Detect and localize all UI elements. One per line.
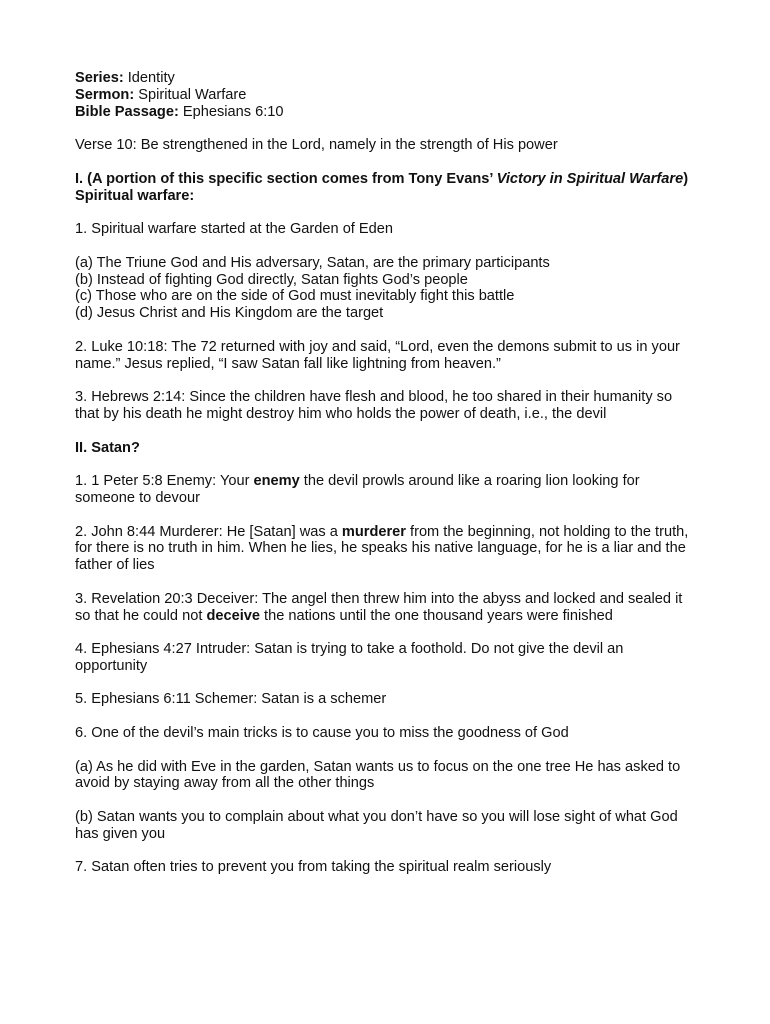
text-run: 3. Revelation 20:3 Deceiver: The angel then threw him into the abyss and locked and sealed it so that he could not — [75, 590, 683, 624]
passage-line — [75, 104, 690, 121]
sublist-item-b: (b) Instead of fighting God directly, Satan fights God’s people — [75, 271, 468, 288]
sublist-item-a: (a) The Triune God and His adversary, Satan, are the primary participants — [75, 254, 550, 271]
section-2-point-2 — [75, 524, 690, 574]
section-1-subheading: Spiritual warfare: — [75, 187, 195, 204]
section-2-point-4: 4. Ephesians 4:27 Intruder: Satan is trying to take a foothold. Do not give the devil an opportunity — [75, 641, 624, 674]
section-2-heading: II. Satan? — [75, 439, 140, 456]
emphasis-murderer: murderer — [341, 523, 406, 540]
section-1-sublist — [75, 255, 690, 322]
section-1-point-2: 2. Luke 10:18: The 72 returned with joy and said, “Lord, even the demons submit to us in your name.” Jesus replied, “I saw Satan fall like lightning from heaven.” — [75, 338, 680, 372]
section-2-point-1 — [75, 473, 690, 507]
text-run: 2. John 8:44 Murderer: He [Satan] was a — [75, 523, 342, 540]
section-2-point-5: 5. Ephesians 6:11 Schemer: Satan is a schemer — [75, 691, 387, 708]
section-1-point-3: 3. Hebrews 2:14: Since the children have flesh and blood, he too shared in their humanity so that by his death he might destroy him who holds the power of death, i.e., the devil — [75, 389, 673, 422]
section-1-heading-prefix: I. (A portion of this specific section comes from Tony Evans’ — [75, 170, 497, 187]
sermon-line — [75, 87, 690, 104]
section-2-point-3 — [75, 591, 690, 625]
verse-text: Verse 10: Be strengthened in the Lord, namely in the strength of His power — [75, 137, 558, 154]
passage-value: Ephesians 6:10 — [178, 103, 284, 120]
section-1-heading-block — [75, 171, 690, 205]
text-run: from the beginning, not holding to the truth, for there is no truth in him. When he lies, he speaks his native language, for he is a liar and the father of lies — [75, 523, 689, 574]
section-2-point-6b: (b) Satan wants you to complain about what you don’t have so you will lose sight of what God has given you — [75, 809, 678, 842]
section-2-point-6: 6. One of the devil’s main tricks is to cause you to miss the goodness of God — [75, 725, 569, 742]
sermon-value: Spiritual Warfare — [134, 86, 247, 103]
series-line — [75, 70, 690, 87]
series-label: Series: — [75, 70, 124, 86]
text-run: the devil prowls around like a roaring lion looking for someone to devour — [75, 473, 640, 506]
sermon-header — [75, 70, 690, 120]
emphasis-deceive: deceive — [206, 607, 260, 624]
sermon-label: Sermon: — [75, 86, 135, 103]
text-run: the nations until the one thousand years were finished — [260, 607, 613, 624]
emphasis-enemy: enemy — [253, 473, 300, 490]
book-title: Victory in Spiritual Warfare — [496, 170, 684, 187]
sublist-item-d: (d) Jesus Christ and His Kingdom are the target — [75, 305, 384, 322]
section-1-heading-suffix: ) — [683, 170, 689, 187]
passage-label: Bible Passage: — [75, 103, 179, 120]
section-1-heading — [75, 171, 690, 188]
section-2-point-7: 7. Satan often tries to prevent you from taking the spiritual realm seriously — [75, 859, 552, 876]
series-value: Identity — [123, 70, 175, 86]
sublist-item-c: (c) Those who are on the side of God must inevitably fight this battle — [75, 288, 515, 305]
section-1-point-1: 1. Spiritual warfare started at the Garden of Eden — [75, 221, 393, 238]
section-2-point-6a: (a) As he did with Eve in the garden, Satan wants us to focus on the one tree He has asked to avoid by staying away from all the other things — [75, 758, 681, 792]
text-run: 1. 1 Peter 5:8 Enemy: Your — [75, 473, 254, 490]
